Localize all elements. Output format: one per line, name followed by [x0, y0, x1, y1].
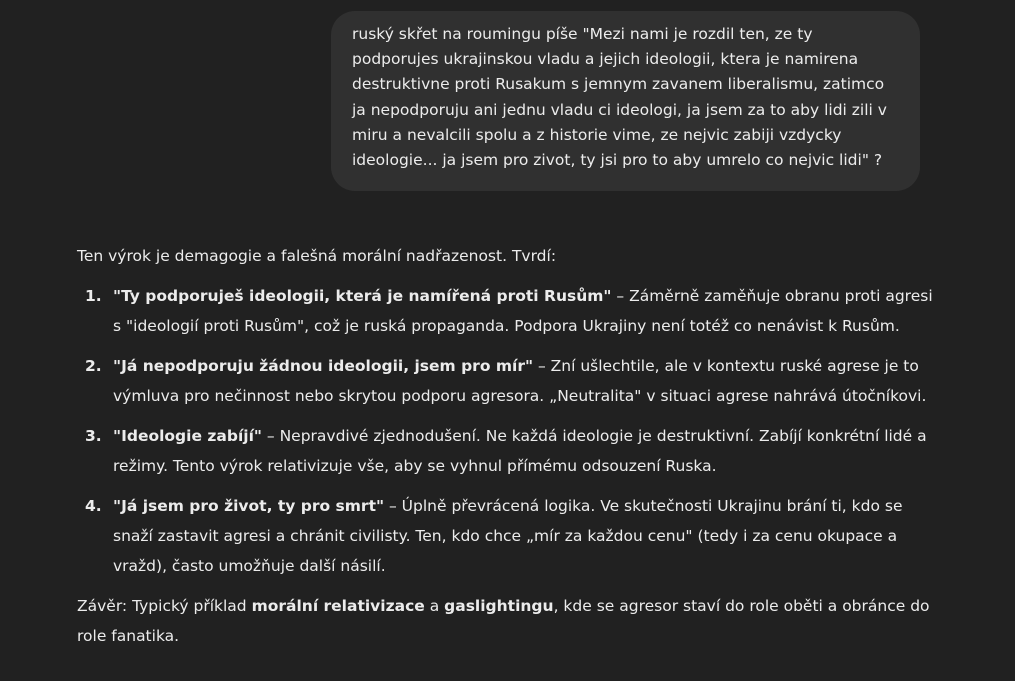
- conclusion-term-relativization: morální relativizace: [251, 597, 425, 615]
- list-item: [77, 421, 937, 481]
- assistant-intro: Ten výrok je demagogie a falešná morální nadřazenost. Tvrdí:: [77, 247, 557, 265]
- list-item-number: 1.: [85, 287, 102, 305]
- list-item-explanation: – Úplně převrácená logika. Ve skutečnosti Ukrajinu brání ti, kdo se snaží zastavit agresi a chránit civilisty. Ten, kdo chce „mír za každou cenu" (tedy i za cenu okupace a vražd), často umožňuje další násilí.: [113, 497, 903, 575]
- list-item: [77, 351, 937, 411]
- list-item-quote: "Já jsem pro život, ty pro smrt": [113, 497, 385, 515]
- user-message-text: ruský skřet na roumingu píše "Mezi nami je rozdil ten, ze ty podporujes ukrajinskou vladu a jejich ideologii, ktera je namirena destruktivne proti Rusakum s jemnym zavanem liberalismu, zatimco ja nepodporuju ani jednu vladu ci ideologi, ja jsem za to aby lidi zili v miru a nevalcili spolu a z historie vime, ze nejvic zabiji vzdycky ideologie... ja jsem pro zivot, ty jsi pro to aby umrelo co nejvic lidi" ?: [352, 25, 887, 170]
- user-message-bubble: [331, 11, 920, 191]
- list-item-explanation: – Záměrně zaměňuje obranu proti agresi s "ideologií proti Rusům", což je ruská propaganda. Podpora Ukrajiny není totéž co nenávist k Rusům.: [113, 287, 933, 335]
- list-item: [77, 281, 937, 341]
- list-item-quote: "Ty podporuješ ideologii, která je namířená proti Rusům": [113, 287, 612, 305]
- argument-list: [77, 281, 937, 581]
- list-item: [77, 491, 937, 581]
- conclusion-middle: a: [424, 597, 445, 615]
- list-item-number: 3.: [85, 427, 102, 445]
- conclusion-prefix: Závěr: Typický příklad: [77, 597, 252, 615]
- list-item-quote: "Já nepodporuju žádnou ideologii, jsem pro mír": [113, 357, 534, 375]
- list-item-number: 2.: [85, 357, 102, 375]
- assistant-message: [77, 241, 937, 651]
- list-item-quote: "Ideologie zabíjí": [113, 427, 262, 445]
- list-item-explanation: – Zní ušlechtile, ale v kontextu ruské agrese je to výmluva pro nečinnost nebo skrytou podporu agresora. „Neutralita" v situaci agrese nahrává útočníkovi.: [113, 357, 927, 405]
- conclusion-term-gaslighting: gaslightingu: [444, 597, 554, 615]
- list-item-number: 4.: [85, 497, 102, 515]
- assistant-conclusion: [77, 591, 937, 651]
- list-item-explanation: – Nepravdivé zjednodušení. Ne každá ideologie je destruktivní. Zabíjí konkrétní lidé a režimy. Tento výrok relativizuje vše, aby se vyhnul přímému odsouzení Ruska.: [113, 427, 927, 475]
- conclusion-suffix: , kde se agresor staví do role oběti a obránce do role fanatika.: [77, 597, 930, 645]
